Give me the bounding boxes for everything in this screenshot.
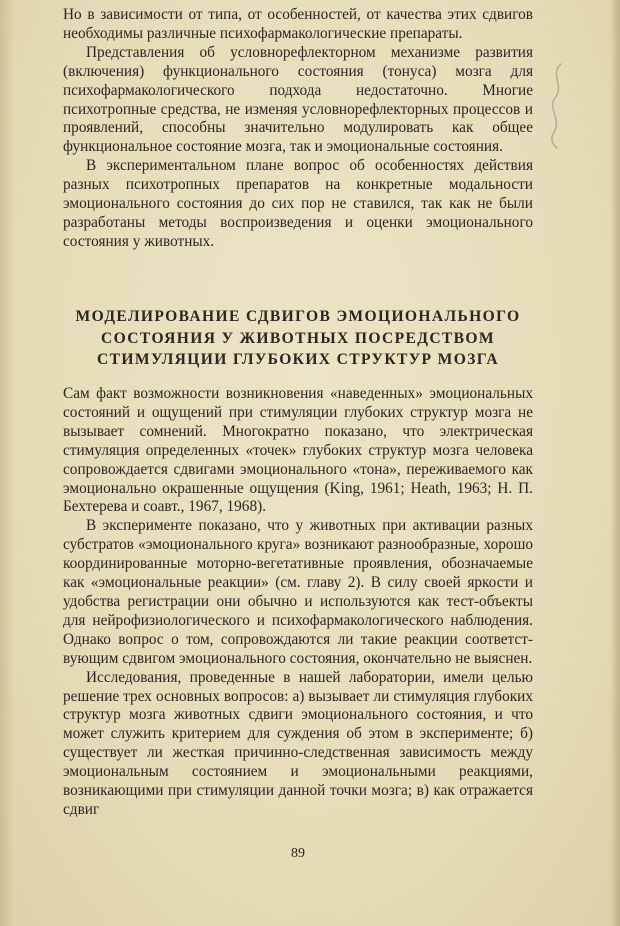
paragraph: Исследования, проведенные в нашей лаборатории, имели целью решение трех основных вопросов: а) вызывает ли стимуляция глубоких структур мозга животных сдвиги эмоционального состояния, и что может служить критерием для суждения об этом в эксперименте; б) существует ли жесткая причинно-следственная зависимость между эмоциональным состоянием и эмоциональными реакциями, возникающими при стимуляции данной точки мозга; в) как отражается сдвиг	[63, 668, 533, 818]
heading-line: СОСТОЯНИЯ У ЖИВОТНЫХ ПОСРЕДСТВОМ	[101, 329, 495, 347]
heading-line: МОДЕЛИРОВАНИЕ СДВИГОВ ЭМОЦИОНАЛЬНОГО	[75, 308, 521, 325]
pencil-margin-mark	[545, 60, 567, 150]
section-heading	[40, 306, 556, 371]
continued-text	[63, 6, 533, 252]
paragraph: В эксперименте показано, что у животных при активации разных субстратов «эмоционального круга» возникают разнообразные, хорошо координированные моторно-вегетативные проявления, обозначаемые как «эмоциональные реакции» (см. главу 2). В силу своей яркости и удобства регистрации они обычно и используются как тест-объекты для нейрофизиологического и психофармакологического наблюдения. Однако вопрос о том, сопровождаются ли такие реакции соответствующим сдвигом эмоционального состояния, окончательно не выяснен.	[63, 517, 533, 667]
paragraph: Но в зависимости от типа, от особенностей, от качества этих сдвигов необходимы различные психофармакологические препараты.	[63, 6, 533, 42]
paragraph: Сам факт возможности возникновения «наведенных» эмоциональных состояний и ощущений при стимуляции глубоких структур мозга не вызывает сомнений. Многократно показано, что электрическая стимуляция определенных «точек» глубоких структур мозга человека сопровождается сдвигами эмоционального «тона», переживаемого как эмоционально окрашенные ощущения (King, 1961; Heath, 1963; Н. П. Бехтерева и соавт., 1967, 1968).	[63, 385, 533, 516]
paragraph: Представления об условнорефлекторном механизме развития (включения) функционального состояния (тонуса) мозга для психофармакологического подхода недостаточно. Многие психотропные средства, не изменяя условнорефлекторных процессов и проявлений, способны значительно модулировать как общее функциональное состояние мозга, так и эмоциональные состояния.	[63, 43, 533, 156]
heading-line: СТИМУЛЯЦИИ ГЛУБОКИХ СТРУКТУР МОЗГА	[97, 351, 499, 369]
section-body	[63, 385, 533, 820]
paragraph: В экспериментальном плане вопрос об особенностях действия разных психотропных препаратов на конкретные модальности эмоционального состояния до сих пор не ставился, так как не были разработаны методы воспроизведения и оценки эмоционального состояния у животных.	[63, 157, 533, 250]
page-number: 89	[291, 846, 305, 861]
